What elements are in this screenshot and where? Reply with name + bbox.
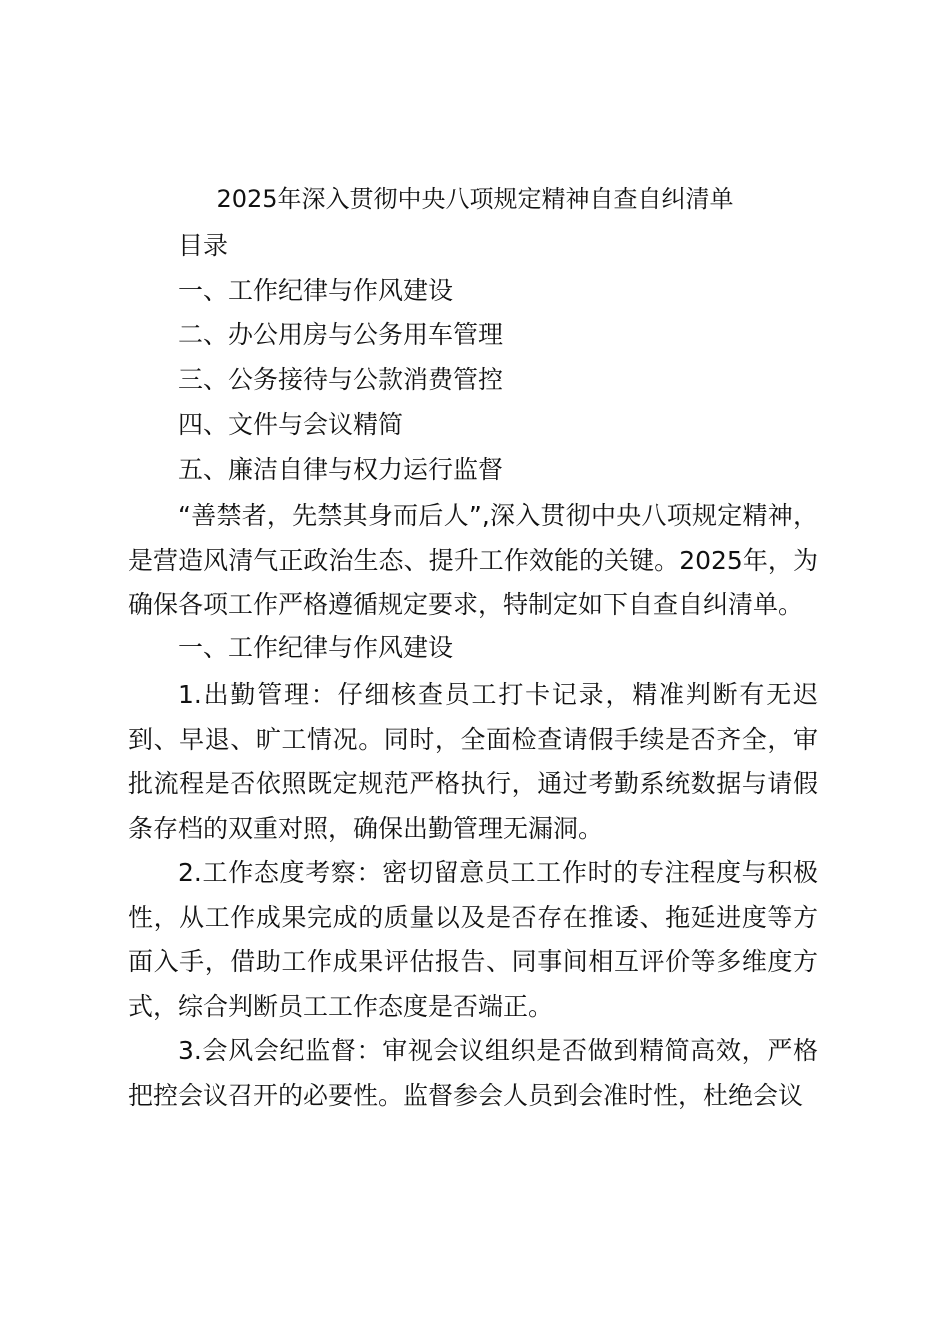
toc-item: 二、办公用房与公务用车管理 xyxy=(178,320,504,349)
intro-paragraph: “善禁者，先禁其身而后人”,深入贯彻中央八项规定精神，是营造风清气正政治生态、提升工作效能的关键。2025年，为确保各项工作严格遵循规定要求，特制定如下自查自纠清单。 xyxy=(128,501,818,620)
section-heading: 一、工作纪律与作风建设 xyxy=(178,633,454,662)
checklist-item: 2.工作态度考察：密切留意员工工作时的专注程度与积极性，从工作成果完成的质量以及是否存在推诿、拖延进度等方面入手，借助工作成果评估报告、同事间相互评价等多维度方式，综合判断员工工作态度是否端正。 xyxy=(128,858,818,1022)
toc-item: 五、廉洁自律与权力运行监督 xyxy=(178,455,504,484)
toc-item: 一、工作纪律与作风建设 xyxy=(178,276,454,305)
toc-label: 目录 xyxy=(178,231,229,260)
toc-item: 四、文件与会议精简 xyxy=(178,410,404,439)
toc-item: 三、公务接待与公款消费管控 xyxy=(178,365,504,394)
checklist-item: 3.会风会纪监督：审视会议组织是否做到精简高效，严格把控会议召开的必要性。监督参会人员到会准时性，杜绝会议 xyxy=(128,1036,818,1110)
checklist-item: 1.出勤管理：仔细核查员工打卡记录，精准判断有无迟到、早退、旷工情况。同时，全面检查请假手续是否齐全，审批流程是否依照既定规范严格执行，通过考勤系统数据与请假条存档的双重对照，确保出勤管理无漏洞。 xyxy=(128,680,818,844)
document-title: 2025年深入贯彻中央八项规定精神自查自纠清单 xyxy=(216,185,734,213)
